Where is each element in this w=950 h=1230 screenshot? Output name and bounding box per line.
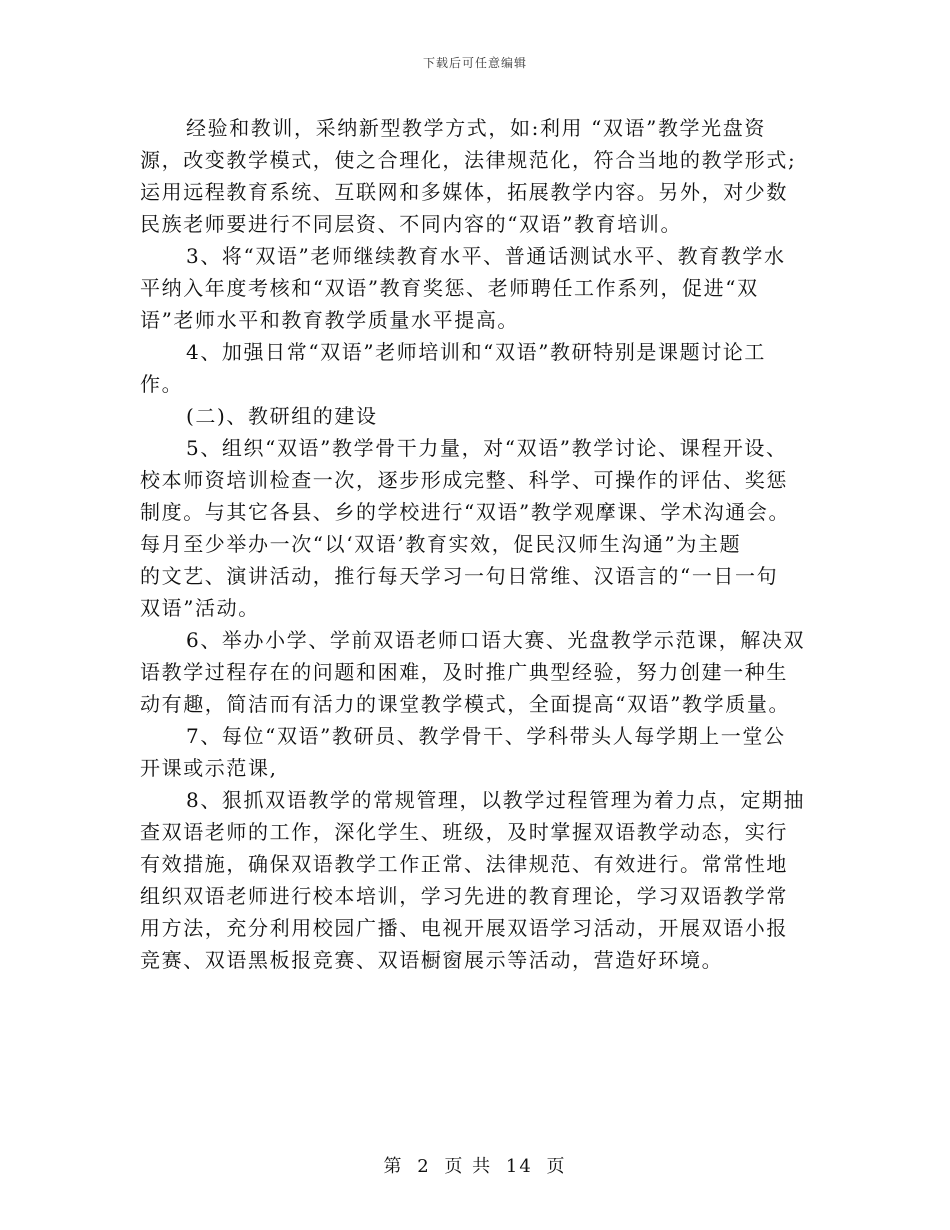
footer-middle: 页 共: [444, 1156, 493, 1177]
section-heading: (二)、教研组的建设: [186, 404, 378, 428]
page-footer: [0, 1152, 950, 1178]
footer-suffix: 页: [546, 1156, 567, 1177]
text-line: 6、举办小学、学前双语老师口语大赛、光盘教学示范课，解决双: [186, 628, 806, 652]
text-line: 每月至少举办一次“以‘双语’教育实效，促民汉师生沟通”为主题: [140, 532, 742, 556]
text-line: 8、狠抓双语教学的常规管理，以教学过程管理为着力点，定期抽: [186, 788, 806, 812]
text-line: 语”老师水平和教育教学质量水平提高。: [140, 308, 520, 332]
footer-prefix: 第: [383, 1156, 404, 1177]
text-line: 7、每位“双语”教研员、教学骨干、学科带头人每学期上一堂公: [186, 724, 786, 748]
document-body: [140, 112, 830, 976]
text-line: 查双语老师的工作，深化学生、班级，及时掌握双语教学动态，实行: [140, 820, 788, 844]
text-line: 双语”活动。: [140, 596, 260, 620]
text-line: 源，改变教学模式，使之合理化，法律规范化，符合当地的教学形式;: [140, 148, 797, 172]
text-line: 用方法，充分利用校园广播、电视开展双语学习活动，开展双语小报: [140, 916, 788, 940]
text-line: 3、将“双语”老师继续教育水平、普通话测试水平、教育教学水: [186, 244, 786, 268]
text-line: 有效措施，确保双语教学工作正常、法律规范、有效进行。常常性地: [140, 852, 788, 876]
text-line: 校本师资培训检查一次，逐步形成完整、科学、可操作的评估、奖惩: [140, 468, 788, 492]
text-line: 动有趣，简洁而有活力的课堂教学模式，全面提高“双语”教学质量。: [140, 692, 791, 716]
text-line: 5、组织“双语”教学骨干力量，对“双语”教学讨论、课程开设、: [186, 436, 788, 460]
text-line: 制度。与其它各县、乡的学校进行“双语”教学观摩课、学术沟通会。: [140, 500, 791, 524]
text-line: 平纳入年度考核和“双语”教育奖惩、老师聘任工作系列，促进“双: [140, 276, 759, 300]
text-line: 民族老师要进行不同层资、不同内容的“双语”教育培训。: [140, 212, 683, 236]
text-line: 作。: [140, 372, 184, 396]
text-line: 运用远程教育系统、互联网和多媒体，拓展教学内容。另外，对少数: [140, 180, 788, 204]
text-line: 的文艺、演讲活动，推行每天学习一句日常维、汉语言的“一日一句: [140, 564, 779, 588]
text-line: 开课或示范课,: [140, 756, 278, 780]
text-line: 竞赛、双语黑板报竞赛、双语橱窗展示等活动，营造好环境。: [140, 948, 724, 972]
page-number: 2: [417, 1156, 431, 1177]
text-line: 语教学过程存在的问题和困难，及时推广典型经验，努力创建一种生: [140, 660, 788, 684]
text-line: 组织双语老师进行校本培训，学习先进的教育理论，学习双语教学常: [140, 884, 788, 908]
total-pages: 14: [505, 1156, 533, 1177]
text-line: 经验和教训，采纳新型教学方式，如:利用 “双语”教学光盘资: [186, 116, 766, 140]
page-header: 下载后可任意编辑: [422, 56, 527, 70]
text-line: 4、加强日常“双语”老师培训和“双语”教研特别是课题讨论工: [186, 340, 767, 364]
